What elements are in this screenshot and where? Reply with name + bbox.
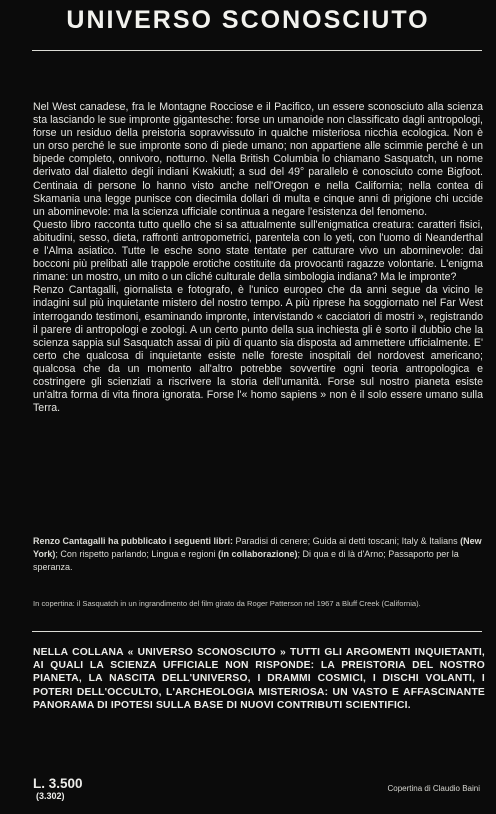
- bibliography-books-2: ; Con rispetto parlando; Lingua e regioni: [55, 549, 218, 559]
- cover-credit: Copertina di Claudio Baini: [387, 784, 480, 793]
- page-title: UNIVERSO SCONOSCIUTO: [66, 6, 430, 34]
- price-block: [33, 776, 83, 801]
- cover-caption: In copertina: il Sasquatch in un ingrandimento del film girato da Roger Patterson nel 1967 a Bluff Creek (California).: [33, 599, 421, 608]
- bibliography-books-1: Paradisi di cenere; Guida ai detti toscani; Italy & Italians: [233, 536, 461, 546]
- bibliography-note-1: (New York): [33, 536, 482, 559]
- paragraph-3: Renzo Cantagalli, giornalista e fotografo, è l'unico europeo che da anni segue da vicino le indagini sul più inquietante mistero del nostro tempo. A più riprese ha soggiornato nel Far West interrogando testimoni, esaminando impronte, intervistando « cacciatori di mostri », registrando il parere di antropologi e zoologi. A un certo punto della sua inchiesta gli è sorto il dubbio che la scienza sappia sul Sasquatch assai di più di quanto sia disposta ad ammettere ufficialmente. E' certo che qualcosa di inquietante esiste nelle foreste inospitali del nordovest americano; qualcosa che da un momento all'altro potrebbe sovvertire ogni teoria antropologica e costringere gli scienziati a riscrivere la storia dell'umanità. Forse sul nostro pianeta esiste un'altra forma di vita finora ignorata. Forse l'« homo sapiens » non è il solo essere umano sulla Terra.: [33, 284, 483, 415]
- paragraph-2: Questo libro racconta tutto quello che si sa attualmente sull'enigmatica creatura: caratteri fisici, abitudini, sesso, dieta, raffronti antropometrici, parentela con lo yeti, con l'uomo di Neanderthal e l'Alma asiatico. Tutte le esche sono state tentate per catturare vivo un abominevole: dai bocconi più prelibati alle trappole erotiche costituite da provocanti ragazze volontarie. L'enigma rimane: un mostro, un mito o un cliché culturale della simbologia indiana? Ma le impronte?: [33, 218, 483, 284]
- section-rule: [32, 631, 482, 632]
- price-code: (3.302): [36, 791, 65, 801]
- paragraph-1: Nel West canadese, fra le Montagne Rocciose e il Pacifico, un essere sconosciuto alla scienza sta lasciando le sue impronte gigantesche: forse un umanoide non classificato dagli antropologi, forse un residuo della preistoria sopravvissuto in qualche misteriosa nicchia ecologica. Non è un orso perché le sue impronte sono di piede umano; non appartiene alle scimmie perché è un bipede completo, onnivoro, notturno. Nella British Columbia lo chiamano Sasquatch, un nome derivato dal dialetto degli indiani Kwakiutl; a sud del 49° parallelo è conosciuto come Bigfoot. Centinaia di persone lo hanno visto anche nell'Oregon e nella California; nella contea di Skamania una legge punisce con diecimila dollari di multa e cinque anni di prigione chi uccide un abominevole: ma la scienza ufficiale continua a negare l'esistenza del fenomeno.: [33, 101, 483, 218]
- back-cover-text: [33, 101, 483, 415]
- series-blurb: NELLA COLLANA « UNIVERSO SCONOSCIUTO » TUTTI GLI ARGOMENTI INQUIETANTI, AI QUALI LA SCIENZA UFFICIALE NON RISPONDE: LA PREISTORIA DEL NOSTRO PIANETA, LA NASCITA DELL'UNIVERSO, I DRAMMI COSMICI, I DISCHI VOLANTI, I POTERI DELL'OCCULTO, L'ARCHEOLOGIA MISTERIOSA: UN VASTO E AFFASCINANTE PANORAMA DI IPOTESI SULLA BASE DI NUOVI CONTRIBUTI SCIENTIFICI.: [33, 647, 485, 711]
- price: L. 3.500: [33, 776, 83, 791]
- title-rule: [32, 50, 482, 51]
- bibliography-intro: Renzo Cantagalli ha pubblicato i seguenti libri:: [33, 536, 234, 546]
- bibliography-note-2: (in collaborazione): [217, 549, 298, 559]
- bibliography-books-3: ; Di qua e di là d'Arno; Passaporto per la speranza.: [33, 549, 459, 572]
- author-bibliography: [33, 535, 483, 574]
